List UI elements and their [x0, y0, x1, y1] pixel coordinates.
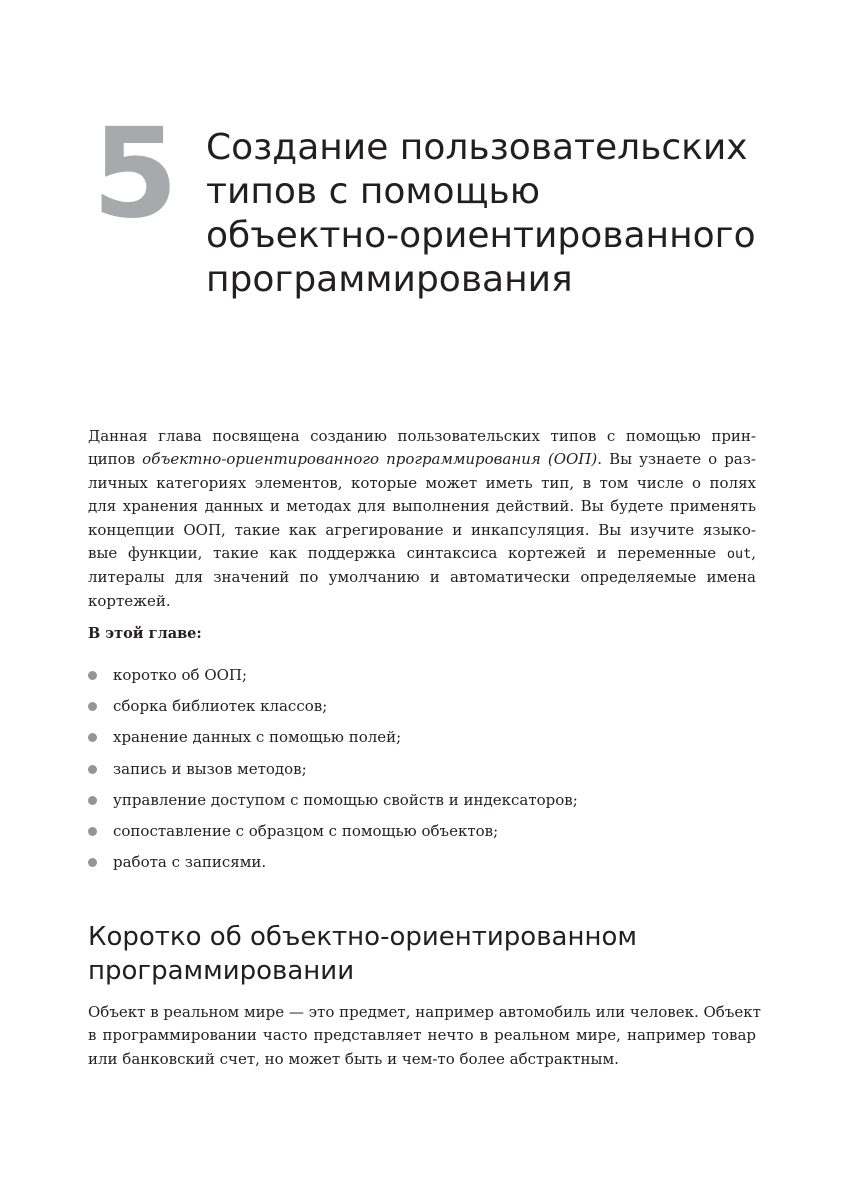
list-item-text: сборка библиотек классов; — [113, 697, 328, 716]
intro-line: для хранения данных и методах для выполнения действий. Вы будете применять — [88, 497, 756, 516]
list-item — [88, 695, 578, 726]
chapter-contents-heading: В этой главе: — [88, 625, 202, 642]
list-item-text: запись и вызов методов; — [113, 759, 307, 778]
intro-line — [88, 448, 756, 471]
chapter-title-line: типов с помощью — [206, 171, 541, 212]
bullet-icon — [88, 765, 97, 774]
intro-line: личных категориях элементов, которые может иметь тип, в том числе о полях — [88, 473, 756, 492]
list-item-text: коротко об ООП; — [113, 666, 248, 684]
intro-line — [88, 542, 756, 566]
chapter-title-line: программирования — [206, 259, 573, 300]
intro-line: концепции ООП, такие как агрегирование и инкапсуляция. Вы изучите языко- — [88, 520, 756, 539]
bullet-icon — [88, 858, 97, 867]
list-item-text: работа с записями. — [113, 853, 267, 872]
list-item-text: управление доступом с помощью свойств и индексаторов; — [113, 790, 578, 809]
intro-paragraph — [88, 425, 756, 613]
bullet-icon — [88, 796, 97, 805]
section-heading — [88, 920, 788, 988]
list-item — [88, 789, 578, 820]
list-item — [88, 851, 578, 882]
intro-line: Данная глава посвящена созданию пользовательских типов с помощью прин- — [88, 427, 756, 445]
chapter-title-line: объектно-ориентированного — [206, 215, 756, 256]
list-item — [88, 664, 578, 695]
list-item-text: сопоставление с образцом с помощью объектов; — [113, 821, 499, 840]
bullet-icon — [88, 671, 97, 680]
chapter-topics-list — [88, 664, 578, 882]
chapter-title-line: Создание пользовательских — [206, 127, 748, 168]
intro-text: . Вы узнаете о раз- — [597, 450, 756, 469]
section-paragraph — [88, 1001, 761, 1071]
intro-line: кортежей. — [88, 591, 171, 610]
section-heading-line: Коротко об объектно-ориентированном — [88, 922, 637, 952]
intro-text: , — [751, 544, 756, 563]
bullet-icon — [88, 827, 97, 836]
intro-emphasis: объектно-ориентированного программирования (ООП) — [142, 450, 598, 469]
intro-text: вые функции, такие как поддержка синтаксиса кортежей и переменные — [88, 544, 727, 563]
section-line: Объект в реальном мире — это предмет, например автомобиль или человек. Объект — [88, 1003, 761, 1021]
section-line: или банковский счет, но может быть и чем-то более абстрактным. — [88, 1049, 619, 1068]
list-item — [88, 820, 578, 851]
list-item — [88, 758, 578, 789]
bullet-icon — [88, 702, 97, 711]
chapter-title — [206, 126, 806, 302]
section-heading-line: программировании — [88, 956, 355, 986]
list-item — [88, 726, 578, 757]
section-line: в программировании часто представляет нечто в реальном мире, например товар — [88, 1026, 756, 1045]
list-item-text: хранение данных с помощью полей; — [113, 728, 402, 747]
chapter-number: 5 — [92, 102, 179, 246]
intro-line: литералы для значений по умолчанию и автоматически определяемые имена — [88, 568, 756, 587]
bullet-icon — [88, 733, 97, 742]
intro-text: ципов — [88, 450, 143, 469]
inline-code: out — [726, 546, 752, 563]
